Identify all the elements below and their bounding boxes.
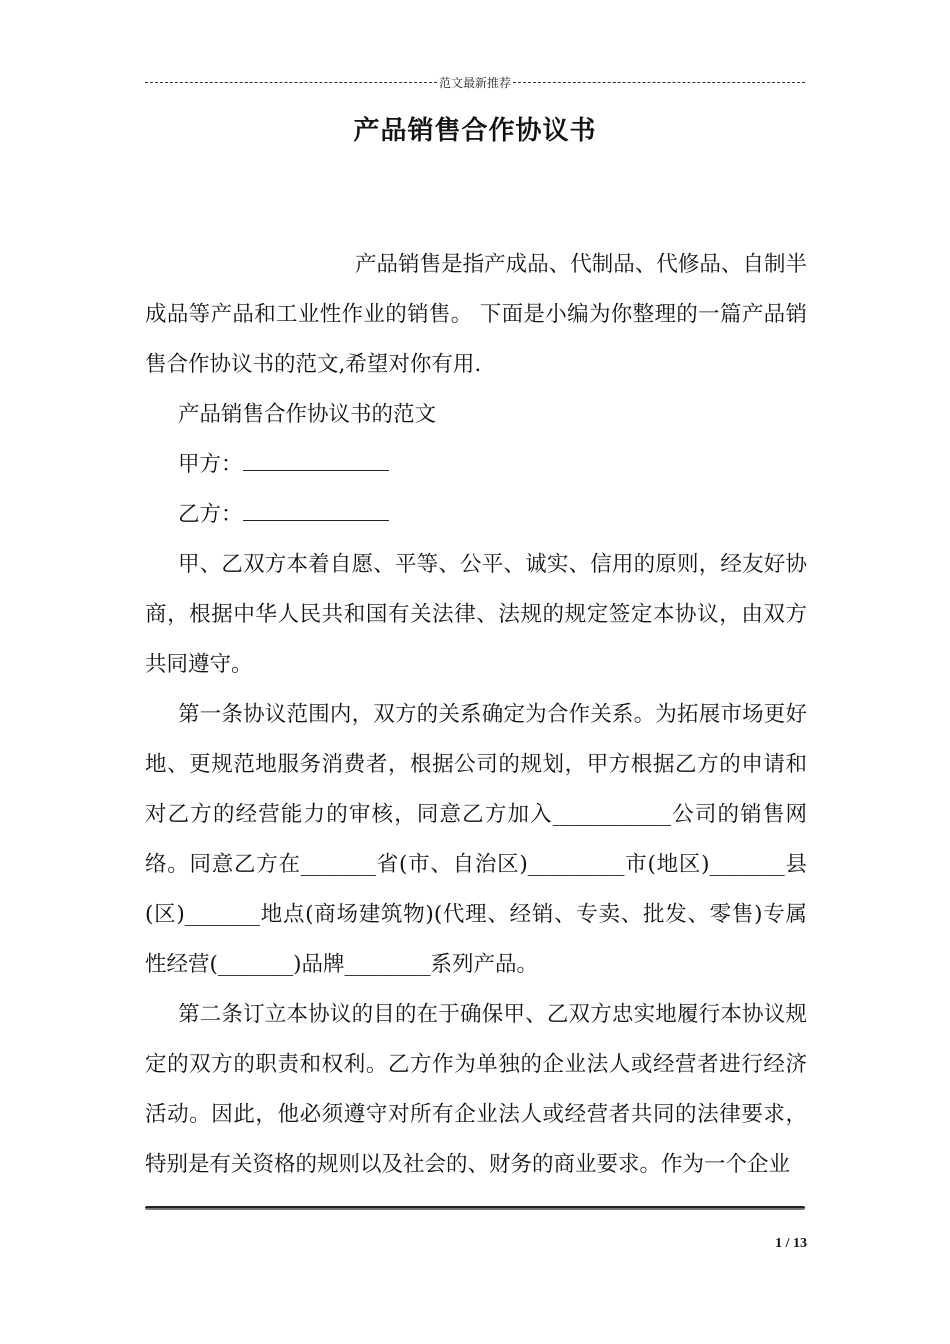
article-1-paragraph: 第一条协议范围内，双方的关系确定为合作关系。为拓展市场更好地、更规范地服务消费者，根据公司的规划，甲方根据乙方的申请和对乙方的经营能力的审核，同意乙方加入___________公司的销售网络。同意乙方在_______省(市、自治区)_________市(地区)_______县(区)_______地点(商场建筑物)(代理、经销、专卖、批发、零售)专属性经营(_______)品牌________系列产品。 [145, 702, 807, 977]
header-dash-right [513, 82, 805, 83]
page-current: 1 [775, 1236, 783, 1251]
page-number [775, 1236, 807, 1252]
document-title: 产品销售合作协议书 [353, 116, 597, 146]
page-header [145, 72, 805, 92]
document-body [145, 240, 807, 1190]
header-text: 范文最新推荐 [439, 75, 512, 90]
header-dash-left [145, 82, 437, 83]
page-total: 13 [793, 1236, 807, 1251]
page-separator: / [785, 1236, 790, 1251]
preamble-paragraph: 甲、乙双方本着自愿、平等、公平、诚实、信用的原则，经友好协商，根据中华人民共和国有关法律、法规的规定签定本协议，由双方共同遵守。 [145, 552, 807, 677]
article-2-paragraph: 第二条订立本协议的目的在于确保甲、乙双方忠实地履行本协议规定的双方的职责和权利。乙方作为单独的企业法人或经营者进行经济活动。因此，他必须遵守对所有企业法人或经营者共同的法律要求，特别是有关资格的规则以及社会的、财务的商业要求。作为一个企业 [145, 1002, 807, 1177]
party-b-label: 乙方： [178, 502, 243, 527]
party-b-blank [243, 492, 389, 521]
party-a-label: 甲方： [178, 452, 243, 477]
party-a-line [145, 440, 807, 490]
subtitle-paragraph: 产品销售合作协议书的范文 [178, 402, 437, 427]
party-a-blank [243, 442, 389, 471]
intro-paragraph: 产品销售是指产成品、代制品、代修品、自制半成品等产品和工业性作业的销售。 下面是小编为你整理的一篇产品销售合作协议书的范文,希望对你有用. [145, 252, 807, 377]
party-b-line [145, 490, 807, 540]
footer-rule [145, 1206, 805, 1210]
